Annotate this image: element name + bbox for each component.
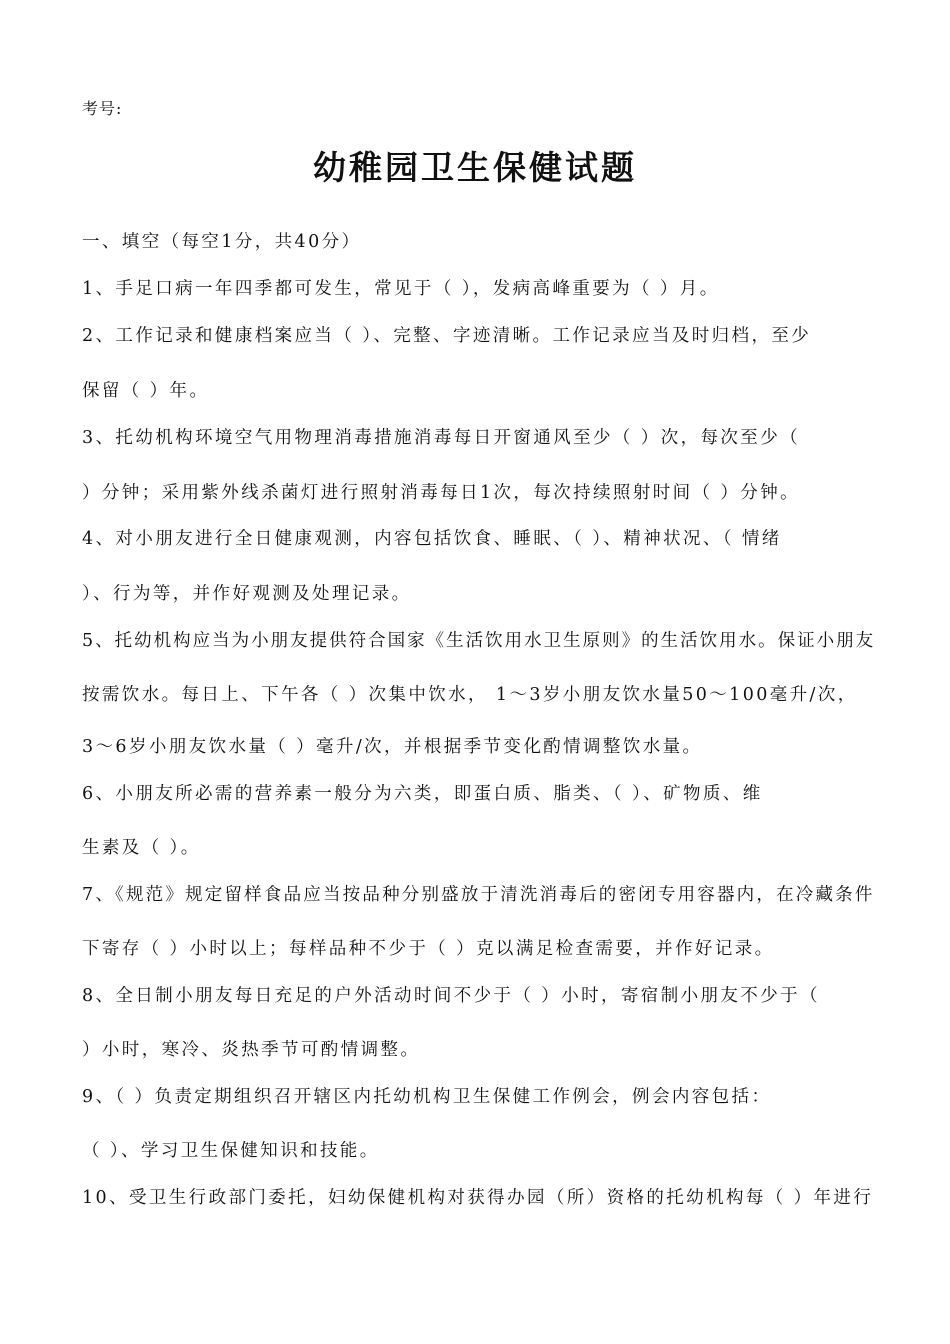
- question-9: 9、（ ）负责定期组织召开辖区内托幼机构卫生保健工作例会，例会内容包括：: [82, 1087, 772, 1107]
- section-heading: 一、填空（每空1分，共40分）: [82, 232, 362, 252]
- question-10: 10、受卫生行政部门委托，妇幼保健机构对获得办园（所）资格的托幼机构每（ ）年进行: [82, 1188, 874, 1208]
- question-3: 3、托幼机构环境空气用物理消毒措施消毒每日开窗通风至少（ ）次，每次至少（: [82, 428, 800, 448]
- question-8-cont: ）小时，寒冷、炎热季节可酌情调整。: [82, 1040, 421, 1060]
- question-6: 6、小朋友所必需的营养素一般分为六类，即蛋白质、脂类、（ ）、矿物质、维: [82, 784, 763, 804]
- question-5: 5、托幼机构应当为小朋友提供符合国家《生活饮用水卫生原则》的生活饮用水。保证小朋友: [82, 631, 876, 651]
- question-5-cont: 按需饮水。每日上、下午各（ ）次集中饮水， 1～3岁小朋友饮水量50～100毫升/次，: [82, 685, 858, 705]
- question-2: 2、工作记录和健康档案应当（ ）、完整、字迹清晰。工作记录应当及时归档，至少: [82, 326, 812, 346]
- question-5-cont2: 3～6岁小朋友饮水量（ ）毫升/次，并根据季节变化酌情调整饮水量。: [82, 737, 703, 757]
- question-4: 4、对小朋友进行全日健康观测，内容包括饮食、睡眠、（ ）、精神状况、（ 情绪: [82, 529, 782, 549]
- question-3-cont: ）分钟；采用紫外线杀菌灯进行照射消毒每日1次，每次持续照射时间（ ）分钟。: [82, 483, 800, 503]
- page-title: 幼稚园卫生保健试题: [313, 148, 637, 187]
- question-9-cont: （ ）、学习卫生保健知识和技能。: [82, 1141, 380, 1161]
- exam-number-label: 考号:: [82, 99, 123, 118]
- question-2-cont: 保留（ ）年。: [82, 381, 210, 401]
- question-7: 7、《规范》规定留样食品应当按品种分别盛放于清洗消毒后的密闭专用容器内，在冷藏条件: [82, 885, 875, 905]
- question-1: 1、手足口病一年四季都可发生，常见于（ ），发病高峰重要为（ ）月。: [82, 279, 720, 299]
- question-6-cont: 生素及（ ）。: [82, 838, 201, 858]
- question-4-cont: ）、行为等，并作好观测及处理记录。: [82, 584, 412, 604]
- question-7-cont: 下寄存（ ）小时以上；每样品种不少于（ ）克以满足检查需要，并作好记录。: [82, 939, 775, 959]
- question-8: 8、全日制小朋友每日充足的户外活动时间不少于（ ）小时，寄宿制小朋友不少于（: [82, 986, 820, 1006]
